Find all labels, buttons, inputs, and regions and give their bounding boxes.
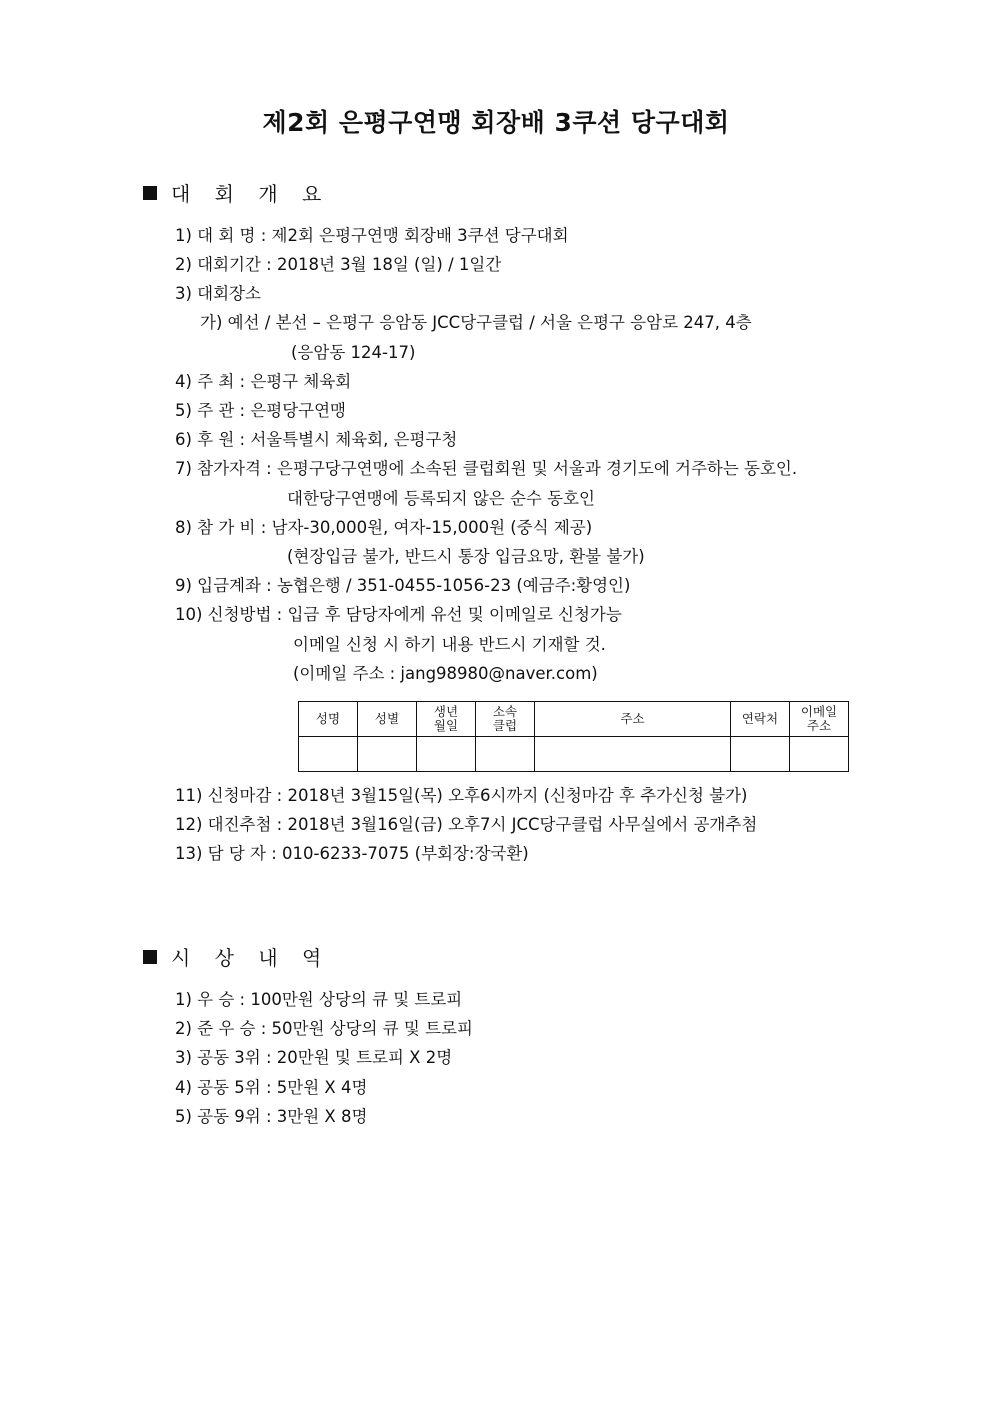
- section-heading-text: 대 회 개 요: [171, 182, 331, 206]
- application-form-table: [298, 701, 849, 772]
- blank-cell: [299, 737, 358, 772]
- section-heading-awards: [143, 942, 330, 971]
- overview-line: 이메일 신청 시 하기 내용 반드시 기재할 것.: [293, 635, 606, 654]
- overview-line: 7) 참가자격 : 은평구당구연맹에 소속된 클럽회원 및 서울과 경기도에 거주하는 동호인.: [175, 459, 798, 478]
- overview-line: (현장입금 불가, 반드시 통장 입금요망, 환불 불가): [287, 547, 645, 566]
- award-line: 5) 공동 9위 : 3만원 X 8명: [175, 1107, 368, 1126]
- blank-cell: [790, 737, 849, 772]
- overview-line: 11) 신청마감 : 2018년 3월15일(목) 오후6시까지 (신청마감 후 추가신청 불가): [175, 786, 748, 805]
- award-line: 2) 준 우 승 : 50만원 상당의 큐 및 트로피: [175, 1019, 473, 1038]
- header-name: 성명: [299, 702, 358, 737]
- square-bullet-icon: [143, 186, 157, 200]
- overview-line: 6) 후 원 : 서울특별시 체육회, 은평구청: [175, 430, 458, 449]
- header-gender: 성별: [358, 702, 417, 737]
- document-title: 제2회 은평구연맹 회장배 3쿠션 당구대회: [262, 108, 730, 137]
- overview-line: 5) 주 관 : 은평당구연맹: [175, 401, 346, 420]
- square-bullet-icon: [143, 950, 157, 964]
- blank-cell: [358, 737, 417, 772]
- overview-line: 3) 대회장소: [175, 284, 261, 303]
- blank-cell: [476, 737, 535, 772]
- section-heading-text: 시 상 내 역: [171, 946, 331, 970]
- blank-cell: [535, 737, 731, 772]
- overview-line: (이메일 주소 : jang98980@naver.com): [293, 664, 598, 683]
- header-club: 소속 클럽: [476, 702, 535, 737]
- overview-line: 9) 입금계좌 : 농협은행 / 351-0455-1056-23 (예금주:황영인): [175, 576, 631, 595]
- overview-line: 8) 참 가 비 : 남자-30,000원, 여자-15,000원 (중식 제공): [175, 518, 593, 537]
- form-header-row: [299, 702, 849, 737]
- overview-line: 대한당구연맹에 등록되지 않은 순수 동호인: [287, 489, 595, 508]
- header-contact: 연락처: [731, 702, 790, 737]
- award-line: 1) 우 승 : 100만원 상당의 큐 및 트로피: [175, 990, 463, 1009]
- section-heading-overview: [143, 178, 330, 207]
- form-blank-row: [299, 737, 849, 772]
- overview-line: 12) 대진추첨 : 2018년 3월16일(금) 오후7시 JCC당구클럽 사무실에서 공개추첨: [175, 815, 758, 834]
- header-address: 주소: [535, 702, 731, 737]
- award-line: 4) 공동 5위 : 5만원 X 4명: [175, 1078, 368, 1097]
- overview-line: (응암동 124-17): [291, 343, 416, 362]
- header-email: 이메일 주소: [790, 702, 849, 737]
- overview-line: 가) 예선 / 본선 – 은평구 응암동 JCC당구클럽 / 서울 은평구 응암로 247, 4층: [200, 313, 752, 332]
- overview-line: 13) 담 당 자 : 010-6233-7075 (부회장:장국환): [175, 844, 529, 863]
- overview-line: 1) 대 회 명 : 제2회 은평구연맹 회장배 3쿠션 당구대회: [175, 226, 569, 245]
- overview-line: 10) 신청방법 : 입금 후 담당자에게 유선 및 이메일로 신청가능: [175, 605, 622, 624]
- blank-cell: [417, 737, 476, 772]
- overview-line: 4) 주 최 : 은평구 체육회: [175, 372, 352, 391]
- overview-line: 2) 대회기간 : 2018년 3월 18일 (일) / 1일간: [175, 255, 502, 274]
- blank-cell: [731, 737, 790, 772]
- award-line: 3) 공동 3위 : 20만원 및 트로피 X 2명: [175, 1048, 453, 1067]
- header-birthdate: 생년 월일: [417, 702, 476, 737]
